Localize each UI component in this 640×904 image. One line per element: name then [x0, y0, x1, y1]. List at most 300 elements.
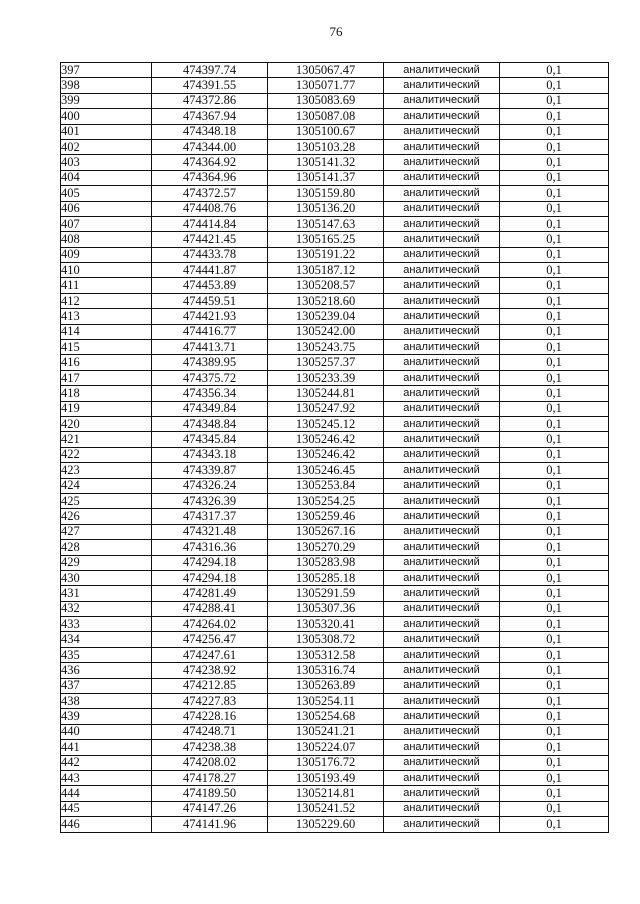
y-coordinate-cell: 1305246.45	[268, 463, 384, 478]
point-number-cell: 441	[61, 740, 152, 755]
method-cell: аналитический	[384, 647, 500, 662]
y-coordinate-cell: 1305100.67	[268, 124, 384, 139]
accuracy-cell: 0,1	[500, 447, 609, 462]
page-number: 76	[329, 24, 343, 39]
point-number-cell: 435	[61, 647, 152, 662]
x-coordinate-cell: 474227.83	[152, 694, 268, 709]
y-coordinate-cell: 1305141.37	[268, 170, 384, 185]
method-cell: аналитический	[384, 601, 500, 616]
point-number-cell: 428	[61, 540, 152, 555]
table-row	[61, 632, 609, 647]
accuracy-cell: 0,1	[500, 340, 609, 355]
accuracy-cell: 0,1	[500, 632, 609, 647]
accuracy-cell: 0,1	[500, 663, 609, 678]
accuracy-cell: 0,1	[500, 432, 609, 447]
method-cell: аналитический	[384, 709, 500, 724]
y-coordinate-cell: 1305267.16	[268, 524, 384, 539]
method-cell: аналитический	[384, 801, 500, 816]
y-coordinate-cell: 1305245.12	[268, 416, 384, 431]
x-coordinate-cell: 474356.34	[152, 386, 268, 401]
method-cell: аналитический	[384, 247, 500, 262]
accuracy-cell: 0,1	[500, 324, 609, 339]
method-cell: аналитический	[384, 740, 500, 755]
table-row	[61, 155, 609, 170]
y-coordinate-cell: 1305191.22	[268, 247, 384, 262]
x-coordinate-cell: 474349.84	[152, 401, 268, 416]
point-number-cell: 436	[61, 663, 152, 678]
y-coordinate-cell: 1305241.52	[268, 801, 384, 816]
x-coordinate-cell: 474364.96	[152, 170, 268, 185]
point-number-cell: 404	[61, 170, 152, 185]
accuracy-cell: 0,1	[500, 232, 609, 247]
point-number-cell: 403	[61, 155, 152, 170]
y-coordinate-cell: 1305316.74	[268, 663, 384, 678]
y-coordinate-cell: 1305246.42	[268, 447, 384, 462]
y-coordinate-cell: 1305307.36	[268, 601, 384, 616]
point-number-cell: 423	[61, 463, 152, 478]
point-number-cell: 402	[61, 139, 152, 154]
point-number-cell: 412	[61, 293, 152, 308]
accuracy-cell: 0,1	[500, 555, 609, 570]
table-row	[61, 263, 609, 278]
accuracy-cell: 0,1	[500, 524, 609, 539]
accuracy-cell: 0,1	[500, 216, 609, 231]
method-cell: аналитический	[384, 509, 500, 524]
y-coordinate-cell: 1305254.68	[268, 709, 384, 724]
method-cell: аналитический	[384, 324, 500, 339]
accuracy-cell: 0,1	[500, 201, 609, 216]
x-coordinate-cell: 474372.86	[152, 93, 268, 108]
table-row	[61, 709, 609, 724]
method-cell: аналитический	[384, 370, 500, 385]
point-number-cell: 401	[61, 124, 152, 139]
accuracy-cell: 0,1	[500, 463, 609, 478]
table-row	[61, 124, 609, 139]
table-row	[61, 617, 609, 632]
x-coordinate-cell: 474389.95	[152, 355, 268, 370]
x-coordinate-cell: 474348.84	[152, 416, 268, 431]
y-coordinate-cell: 1305254.11	[268, 694, 384, 709]
x-coordinate-cell: 474228.16	[152, 709, 268, 724]
method-cell: аналитический	[384, 201, 500, 216]
method-cell: аналитический	[384, 216, 500, 231]
accuracy-cell: 0,1	[500, 293, 609, 308]
table-row	[61, 293, 609, 308]
table-row	[61, 386, 609, 401]
table-row	[61, 555, 609, 570]
point-number-cell: 406	[61, 201, 152, 216]
point-number-cell: 420	[61, 416, 152, 431]
y-coordinate-cell: 1305312.58	[268, 647, 384, 662]
table-row	[61, 524, 609, 539]
method-cell: аналитический	[384, 124, 500, 139]
x-coordinate-cell: 474256.47	[152, 632, 268, 647]
x-coordinate-cell: 474416.77	[152, 324, 268, 339]
x-coordinate-cell: 474441.87	[152, 263, 268, 278]
x-coordinate-cell: 474408.76	[152, 201, 268, 216]
table-row	[61, 678, 609, 693]
table-row	[61, 663, 609, 678]
y-coordinate-cell: 1305147.63	[268, 216, 384, 231]
table-row	[61, 724, 609, 739]
y-coordinate-cell: 1305253.84	[268, 478, 384, 493]
method-cell: аналитический	[384, 755, 500, 770]
x-coordinate-cell: 474364.92	[152, 155, 268, 170]
y-coordinate-cell: 1305136.20	[268, 201, 384, 216]
y-coordinate-cell: 1305283.98	[268, 555, 384, 570]
point-number-cell: 432	[61, 601, 152, 616]
x-coordinate-cell: 474414.84	[152, 216, 268, 231]
method-cell: аналитический	[384, 170, 500, 185]
x-coordinate-cell: 474247.61	[152, 647, 268, 662]
y-coordinate-cell: 1305254.25	[268, 493, 384, 508]
y-coordinate-cell: 1305159.80	[268, 186, 384, 201]
accuracy-cell: 0,1	[500, 124, 609, 139]
accuracy-cell: 0,1	[500, 647, 609, 662]
method-cell: аналитический	[384, 463, 500, 478]
point-number-cell: 424	[61, 478, 152, 493]
accuracy-cell: 0,1	[500, 263, 609, 278]
accuracy-cell: 0,1	[500, 278, 609, 293]
method-cell: аналитический	[384, 309, 500, 324]
accuracy-cell: 0,1	[500, 786, 609, 801]
y-coordinate-cell: 1305263.89	[268, 678, 384, 693]
y-coordinate-cell: 1305087.08	[268, 109, 384, 124]
x-coordinate-cell: 474294.18	[152, 555, 268, 570]
point-number-cell: 443	[61, 770, 152, 785]
table-row	[61, 786, 609, 801]
method-cell: аналитический	[384, 817, 500, 832]
method-cell: аналитический	[384, 109, 500, 124]
x-coordinate-cell: 474316.36	[152, 540, 268, 555]
x-coordinate-cell: 474391.55	[152, 78, 268, 93]
method-cell: аналитический	[384, 540, 500, 555]
x-coordinate-cell: 474367.94	[152, 109, 268, 124]
point-number-cell: 440	[61, 724, 152, 739]
table-row	[61, 139, 609, 154]
point-number-cell: 427	[61, 524, 152, 539]
accuracy-cell: 0,1	[500, 416, 609, 431]
x-coordinate-cell: 474238.92	[152, 663, 268, 678]
x-coordinate-cell: 474294.18	[152, 570, 268, 585]
accuracy-cell: 0,1	[500, 63, 609, 78]
point-number-cell: 419	[61, 401, 152, 416]
point-number-cell: 437	[61, 678, 152, 693]
point-number-cell: 413	[61, 309, 152, 324]
point-number-cell: 417	[61, 370, 152, 385]
method-cell: аналитический	[384, 155, 500, 170]
table-row	[61, 586, 609, 601]
y-coordinate-cell: 1305241.21	[268, 724, 384, 739]
x-coordinate-cell: 474459.51	[152, 293, 268, 308]
x-coordinate-cell: 474281.49	[152, 586, 268, 601]
table-row	[61, 247, 609, 262]
y-coordinate-cell: 1305187.12	[268, 263, 384, 278]
y-coordinate-cell: 1305257.37	[268, 355, 384, 370]
accuracy-cell: 0,1	[500, 109, 609, 124]
x-coordinate-cell: 474288.41	[152, 601, 268, 616]
x-coordinate-cell: 474348.18	[152, 124, 268, 139]
table-row	[61, 416, 609, 431]
table-row	[61, 432, 609, 447]
table-row	[61, 647, 609, 662]
accuracy-cell: 0,1	[500, 78, 609, 93]
x-coordinate-cell: 474326.39	[152, 493, 268, 508]
method-cell: аналитический	[384, 570, 500, 585]
point-number-cell: 405	[61, 186, 152, 201]
method-cell: аналитический	[384, 724, 500, 739]
y-coordinate-cell: 1305067.47	[268, 63, 384, 78]
table-row	[61, 478, 609, 493]
accuracy-cell: 0,1	[500, 755, 609, 770]
method-cell: аналитический	[384, 678, 500, 693]
y-coordinate-cell: 1305193.49	[268, 770, 384, 785]
accuracy-cell: 0,1	[500, 386, 609, 401]
method-cell: аналитический	[384, 232, 500, 247]
table-row	[61, 801, 609, 816]
table-row	[61, 355, 609, 370]
point-number-cell: 416	[61, 355, 152, 370]
point-number-cell: 446	[61, 817, 152, 832]
table-row	[61, 601, 609, 616]
method-cell: аналитический	[384, 478, 500, 493]
accuracy-cell: 0,1	[500, 740, 609, 755]
point-number-cell: 411	[61, 278, 152, 293]
x-coordinate-cell: 474141.96	[152, 817, 268, 832]
method-cell: аналитический	[384, 416, 500, 431]
method-cell: аналитический	[384, 293, 500, 308]
accuracy-cell: 0,1	[500, 801, 609, 816]
accuracy-cell: 0,1	[500, 93, 609, 108]
y-coordinate-cell: 1305285.18	[268, 570, 384, 585]
coordinates-table	[60, 62, 609, 833]
table-row	[61, 201, 609, 216]
x-coordinate-cell: 474344.00	[152, 139, 268, 154]
table-row	[61, 232, 609, 247]
accuracy-cell: 0,1	[500, 247, 609, 262]
table-row	[61, 93, 609, 108]
accuracy-cell: 0,1	[500, 170, 609, 185]
table-row	[61, 740, 609, 755]
y-coordinate-cell: 1305246.42	[268, 432, 384, 447]
x-coordinate-cell: 474326.24	[152, 478, 268, 493]
y-coordinate-cell: 1305165.25	[268, 232, 384, 247]
table-row	[61, 109, 609, 124]
x-coordinate-cell: 474321.48	[152, 524, 268, 539]
y-coordinate-cell: 1305083.69	[268, 93, 384, 108]
x-coordinate-cell: 474343.18	[152, 447, 268, 462]
point-number-cell: 444	[61, 786, 152, 801]
point-number-cell: 442	[61, 755, 152, 770]
table-row	[61, 447, 609, 462]
x-coordinate-cell: 474372.57	[152, 186, 268, 201]
y-coordinate-cell: 1305176.72	[268, 755, 384, 770]
method-cell: аналитический	[384, 586, 500, 601]
y-coordinate-cell: 1305320.41	[268, 617, 384, 632]
table-row	[61, 216, 609, 231]
table-row	[61, 694, 609, 709]
point-number-cell: 408	[61, 232, 152, 247]
accuracy-cell: 0,1	[500, 155, 609, 170]
method-cell: аналитический	[384, 139, 500, 154]
accuracy-cell: 0,1	[500, 139, 609, 154]
x-coordinate-cell: 474375.72	[152, 370, 268, 385]
method-cell: аналитический	[384, 93, 500, 108]
x-coordinate-cell: 474147.26	[152, 801, 268, 816]
table-row	[61, 324, 609, 339]
table-row	[61, 309, 609, 324]
accuracy-cell: 0,1	[500, 694, 609, 709]
point-number-cell: 400	[61, 109, 152, 124]
y-coordinate-cell: 1305308.72	[268, 632, 384, 647]
point-number-cell: 407	[61, 216, 152, 231]
x-coordinate-cell: 474433.78	[152, 247, 268, 262]
method-cell: аналитический	[384, 432, 500, 447]
point-number-cell: 415	[61, 340, 152, 355]
point-number-cell: 414	[61, 324, 152, 339]
method-cell: аналитический	[384, 386, 500, 401]
accuracy-cell: 0,1	[500, 817, 609, 832]
method-cell: аналитический	[384, 78, 500, 93]
table-row	[61, 370, 609, 385]
coordinates-table-body	[61, 63, 609, 833]
point-number-cell: 421	[61, 432, 152, 447]
point-number-cell: 430	[61, 570, 152, 585]
table-row	[61, 78, 609, 93]
table-row	[61, 463, 609, 478]
table-row	[61, 63, 609, 78]
method-cell: аналитический	[384, 524, 500, 539]
point-number-cell: 398	[61, 78, 152, 93]
method-cell: аналитический	[384, 663, 500, 678]
y-coordinate-cell: 1305270.29	[268, 540, 384, 555]
point-number-cell: 422	[61, 447, 152, 462]
accuracy-cell: 0,1	[500, 509, 609, 524]
x-coordinate-cell: 474413.71	[152, 340, 268, 355]
table-row	[61, 755, 609, 770]
y-coordinate-cell: 1305243.75	[268, 340, 384, 355]
accuracy-cell: 0,1	[500, 309, 609, 324]
table-row	[61, 817, 609, 832]
point-number-cell: 439	[61, 709, 152, 724]
accuracy-cell: 0,1	[500, 724, 609, 739]
x-coordinate-cell: 474421.93	[152, 309, 268, 324]
accuracy-cell: 0,1	[500, 355, 609, 370]
x-coordinate-cell: 474189.50	[152, 786, 268, 801]
table-row	[61, 540, 609, 555]
y-coordinate-cell: 1305208.57	[268, 278, 384, 293]
point-number-cell: 418	[61, 386, 152, 401]
method-cell: аналитический	[384, 447, 500, 462]
y-coordinate-cell: 1305259.46	[268, 509, 384, 524]
x-coordinate-cell: 474208.02	[152, 755, 268, 770]
accuracy-cell: 0,1	[500, 370, 609, 385]
y-coordinate-cell: 1305224.07	[268, 740, 384, 755]
y-coordinate-cell: 1305233.39	[268, 370, 384, 385]
y-coordinate-cell: 1305242.00	[268, 324, 384, 339]
accuracy-cell: 0,1	[500, 186, 609, 201]
accuracy-cell: 0,1	[500, 570, 609, 585]
method-cell: аналитический	[384, 278, 500, 293]
x-coordinate-cell: 474238.38	[152, 740, 268, 755]
point-number-cell: 438	[61, 694, 152, 709]
accuracy-cell: 0,1	[500, 401, 609, 416]
x-coordinate-cell: 474317.37	[152, 509, 268, 524]
method-cell: аналитический	[384, 617, 500, 632]
y-coordinate-cell: 1305141.32	[268, 155, 384, 170]
y-coordinate-cell: 1305239.04	[268, 309, 384, 324]
y-coordinate-cell: 1305214.81	[268, 786, 384, 801]
method-cell: аналитический	[384, 263, 500, 278]
x-coordinate-cell: 474248.71	[152, 724, 268, 739]
x-coordinate-cell: 474178.27	[152, 770, 268, 785]
table-row	[61, 186, 609, 201]
point-number-cell: 429	[61, 555, 152, 570]
method-cell: аналитический	[384, 555, 500, 570]
method-cell: аналитический	[384, 694, 500, 709]
accuracy-cell: 0,1	[500, 493, 609, 508]
accuracy-cell: 0,1	[500, 601, 609, 616]
method-cell: аналитический	[384, 401, 500, 416]
x-coordinate-cell: 474212.85	[152, 678, 268, 693]
accuracy-cell: 0,1	[500, 586, 609, 601]
x-coordinate-cell: 474345.84	[152, 432, 268, 447]
point-number-cell: 409	[61, 247, 152, 262]
method-cell: аналитический	[384, 355, 500, 370]
point-number-cell: 410	[61, 263, 152, 278]
method-cell: аналитический	[384, 786, 500, 801]
x-coordinate-cell: 474339.87	[152, 463, 268, 478]
point-number-cell: 445	[61, 801, 152, 816]
accuracy-cell: 0,1	[500, 478, 609, 493]
x-coordinate-cell: 474264.02	[152, 617, 268, 632]
y-coordinate-cell: 1305291.59	[268, 586, 384, 601]
accuracy-cell: 0,1	[500, 678, 609, 693]
x-coordinate-cell: 474421.45	[152, 232, 268, 247]
point-number-cell: 425	[61, 493, 152, 508]
accuracy-cell: 0,1	[500, 709, 609, 724]
y-coordinate-cell: 1305229.60	[268, 817, 384, 832]
point-number-cell: 434	[61, 632, 152, 647]
table-row	[61, 401, 609, 416]
table-row	[61, 493, 609, 508]
table-row	[61, 170, 609, 185]
point-number-cell: 426	[61, 509, 152, 524]
y-coordinate-cell: 1305071.77	[268, 78, 384, 93]
y-coordinate-cell: 1305218.60	[268, 293, 384, 308]
method-cell: аналитический	[384, 493, 500, 508]
method-cell: аналитический	[384, 186, 500, 201]
y-coordinate-cell: 1305244.81	[268, 386, 384, 401]
table-row	[61, 570, 609, 585]
point-number-cell: 431	[61, 586, 152, 601]
method-cell: аналитический	[384, 632, 500, 647]
point-number-cell: 433	[61, 617, 152, 632]
point-number-cell: 399	[61, 93, 152, 108]
method-cell: аналитический	[384, 770, 500, 785]
x-coordinate-cell: 474397.74	[152, 63, 268, 78]
table-row	[61, 509, 609, 524]
y-coordinate-cell: 1305103.28	[268, 139, 384, 154]
method-cell: аналитический	[384, 63, 500, 78]
table-row	[61, 340, 609, 355]
table-row	[61, 278, 609, 293]
accuracy-cell: 0,1	[500, 617, 609, 632]
accuracy-cell: 0,1	[500, 540, 609, 555]
accuracy-cell: 0,1	[500, 770, 609, 785]
point-number-cell: 397	[61, 63, 152, 78]
table-row	[61, 770, 609, 785]
